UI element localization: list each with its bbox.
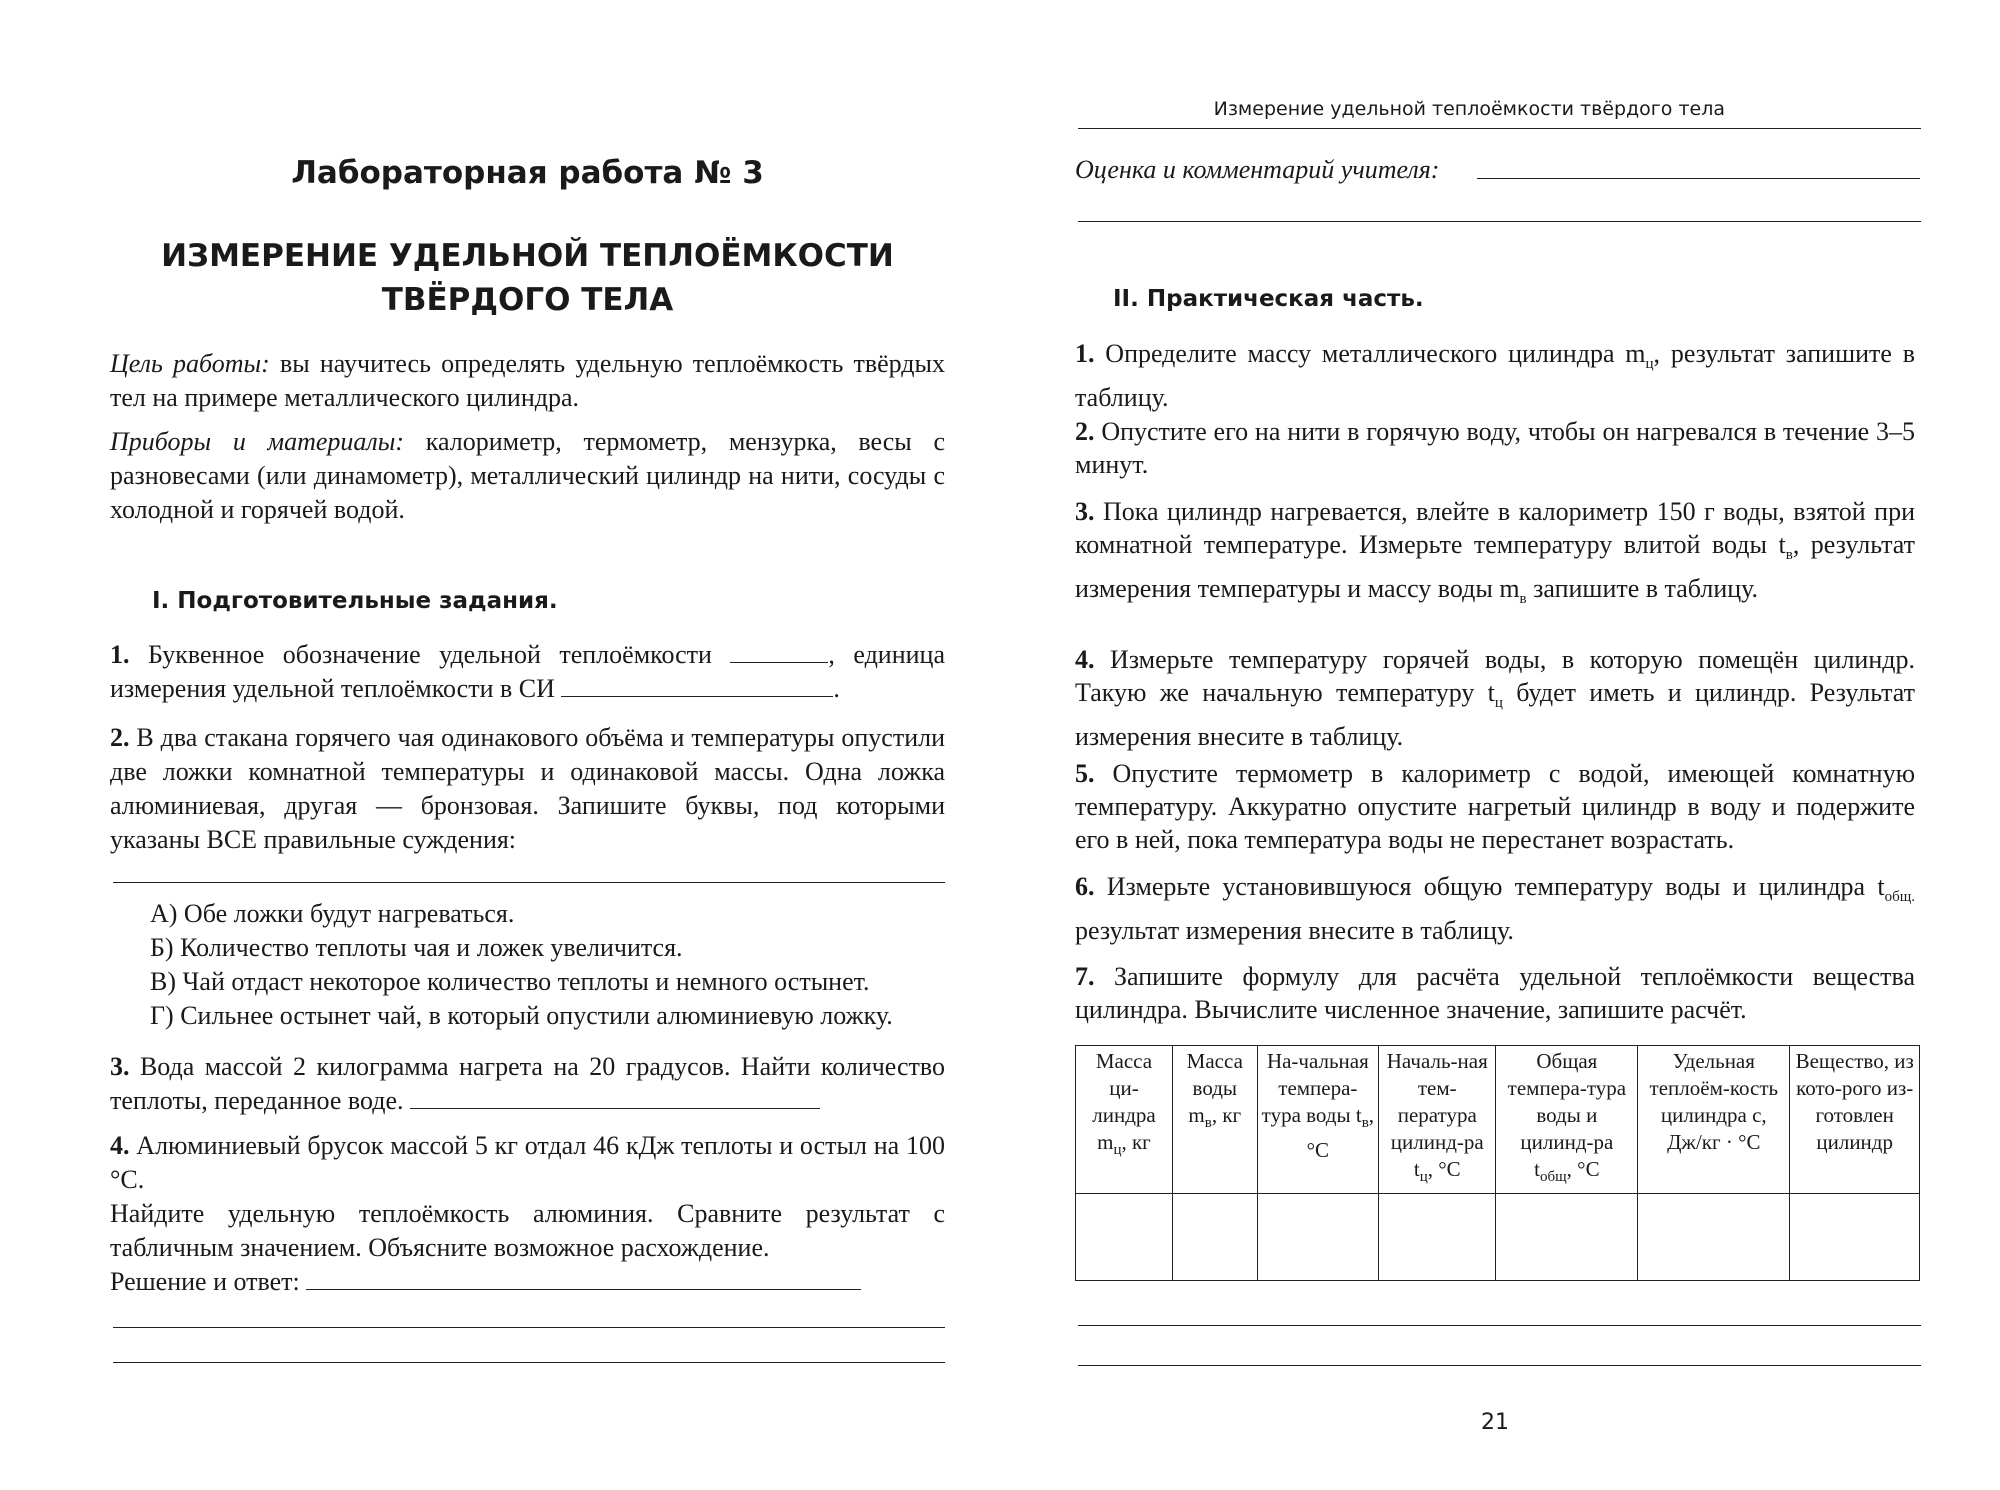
step-4-sub: ц	[1494, 695, 1503, 712]
step-5-text: Опустите термометр в калориметр с водой, имеющей комнатную температуру. Аккуратно опустите нагретый цилиндр в воду и подержите его в ней, пока температура воды не перестанет возрастать.	[1075, 759, 1915, 854]
step-3	[1075, 495, 1915, 616]
running-header: Измерение удельной теплоёмкости твёрдого тела	[1213, 98, 1725, 120]
step-3-text-c: запишите в таблицу.	[1526, 574, 1759, 604]
question-4	[110, 1129, 945, 1299]
step-6-sub: общ.	[1884, 889, 1915, 906]
step-1	[1075, 337, 1915, 414]
th-cylinder-initial-temp	[1379, 1046, 1496, 1194]
materials-text: калориметр, термометр, мензурка, весы с разновесами (или динамометр), металлический цилиндр на нити, сосуды с холодной и горячей водой.	[110, 427, 945, 524]
table-row	[1076, 1194, 1920, 1281]
step-2-number: 2.	[1075, 417, 1095, 446]
q4-answer-label: Решение и ответ:	[110, 1267, 307, 1296]
cell-specific-heat[interactable]	[1638, 1194, 1790, 1281]
goal-paragraph	[110, 347, 945, 415]
teacher-line-2[interactable]	[1078, 221, 1921, 222]
option-d: Г) Сильнее остынет чай, в который опустили алюминиевую ложку.	[150, 1001, 893, 1030]
right-page	[1075, 0, 1915, 1490]
th-water-initial-temp-unit: , °С	[1306, 1103, 1375, 1163]
cell-water-initial-temp[interactable]	[1257, 1194, 1378, 1281]
main-title	[110, 234, 945, 322]
step-1-text-a: Определите массу металлического цилиндра m	[1094, 339, 1646, 368]
lab-title: Лабораторная работа № 3	[291, 155, 764, 191]
materials-paragraph	[110, 425, 945, 527]
q2-number: 2.	[110, 723, 130, 752]
step-3-text-b: , результат измерения температуры и массу воды m	[1075, 530, 1915, 604]
q2-answer-line[interactable]	[113, 882, 945, 883]
teacher-comment	[1075, 153, 1915, 186]
th-water-mass-sub: в	[1204, 1115, 1212, 1132]
step-6	[1075, 870, 1915, 947]
th-specific-heat: Удельная теплоём-кость цилиндра c, Дж/кг · °С	[1638, 1046, 1790, 1194]
left-page	[110, 0, 945, 1490]
step-4-text-b: будет иметь и цилиндр. Результат измерения внесите в таблицу.	[1075, 678, 1915, 752]
section-practical: II. Практическая часть.	[1113, 286, 1424, 312]
step-6-number: 6.	[1075, 872, 1095, 901]
q1-text-c: .	[833, 674, 840, 703]
results-table	[1075, 1045, 1920, 1281]
cell-total-temp[interactable]	[1496, 1194, 1638, 1281]
q3-number: 3.	[110, 1052, 130, 1081]
q3-text: Вода массой 2 килограмма нагрета на 20 градусов. Найти количество теплоты, переданное воде.	[110, 1052, 945, 1115]
option-a: А) Обе ложки будут нагреваться.	[150, 899, 515, 928]
q4-extra-line-1[interactable]	[113, 1327, 945, 1328]
cell-substance[interactable]	[1790, 1194, 1920, 1281]
th-water-mass-unit: , кг	[1211, 1103, 1242, 1127]
question-1	[110, 638, 945, 706]
step-6-text-a: Измерьте установившуюся общую температуру воды и цилиндра t	[1094, 872, 1885, 901]
cell-water-mass[interactable]	[1172, 1194, 1257, 1281]
q4-extra-line-2[interactable]	[113, 1362, 945, 1363]
q1-answer-line-unit[interactable]	[561, 674, 833, 697]
th-water-initial-temp-sub: в	[1361, 1115, 1369, 1132]
th-water-initial-temp-text: На-чальная темпера-тура воды t	[1261, 1049, 1369, 1127]
step-2	[1075, 415, 1915, 481]
q2-text: В два стакана горячего чая одинакового объёма и температуры опустили две ложки комнатной температуры и одинаковой массы. Одна ложка алюминиевая, другая — бронзовая. Запишите буквы, под которыми указаны ВСЕ правильные суждения:	[110, 723, 945, 854]
step-3-sub-2: в	[1519, 591, 1527, 608]
step-3-sub: в	[1785, 547, 1793, 564]
th-cylinder-mass-text: Масса ци-линдра m	[1092, 1049, 1156, 1154]
step-7-number: 7.	[1075, 962, 1095, 991]
main-title-line-1: ИЗМЕРЕНИЕ УДЕЛЬНОЙ ТЕПЛОЁМКОСТИ	[161, 238, 894, 274]
teacher-label: Оценка и комментарий учителя:	[1075, 155, 1440, 184]
th-cylinder-initial-temp-unit: , °С	[1427, 1157, 1461, 1181]
th-substance: Вещество, из кото-рого из-готовлен цилиндр	[1790, 1046, 1920, 1194]
q4-answer-line[interactable]	[306, 1267, 861, 1290]
main-title-line-2: ТВЁРДОГО ТЕЛА	[381, 282, 674, 318]
option-b: Б) Количество теплоты чая и ложек увеличится.	[150, 933, 683, 962]
calc-line-2[interactable]	[1078, 1365, 1921, 1366]
section-preparatory: I. Подготовительные задания.	[152, 588, 558, 614]
header-rule	[1078, 128, 1921, 129]
step-1-number: 1.	[1075, 339, 1095, 368]
step-7	[1075, 960, 1915, 1026]
cell-cylinder-initial-temp[interactable]	[1379, 1194, 1496, 1281]
q2-options	[150, 897, 950, 1033]
th-water-mass-text: Масса воды m	[1186, 1049, 1243, 1127]
th-cylinder-mass-sub: ц	[1113, 1142, 1122, 1159]
step-4-text-a: Измерьте температуру горячей воды, в которую помещён цилиндр. Такую же начальную температуру t	[1075, 645, 1915, 707]
q4-number: 4.	[110, 1131, 130, 1160]
step-4	[1075, 643, 1915, 753]
th-cylinder-initial-temp-sub: ц	[1419, 1169, 1428, 1186]
step-3-number: 3.	[1075, 497, 1095, 526]
q1-text-b: , единица измерения удельной теплоёмкости в СИ	[110, 640, 946, 703]
step-1-sub: ц	[1645, 356, 1654, 373]
step-2-text: Опустите его на нити в горячую воду, чтобы он нагревался в течение 3–5 минут.	[1075, 417, 1915, 479]
th-water-initial-temp	[1257, 1046, 1378, 1194]
step-1-text-b: , результат запишите в таблицу.	[1075, 339, 1915, 413]
page-number: 21	[1481, 1410, 1509, 1435]
q1-answer-line-symbol[interactable]	[730, 640, 828, 663]
question-2	[110, 721, 945, 857]
th-cylinder-mass	[1076, 1046, 1173, 1194]
step-4-number: 4.	[1075, 645, 1095, 674]
goal-text: вы научитесь определять удельную теплоёмкость твёрдых тел на примере металлического цилиндра.	[110, 349, 946, 412]
q1-text-a: Буквенное обозначение удельной теплоёмкости	[129, 640, 731, 669]
th-total-temp-text: Общая темпера-тура воды и цилинд-ра t	[1507, 1049, 1627, 1181]
step-7-text: Запишите формулу для расчёта удельной теплоёмкости вещества цилиндра. Вычислите численное значение, запишите расчёт.	[1075, 962, 1915, 1024]
step-6-text-b: результат измерения внесите в таблицу.	[1075, 916, 1514, 946]
th-total-temp	[1496, 1046, 1638, 1194]
th-total-temp-unit: , °С	[1566, 1157, 1600, 1181]
step-5	[1075, 757, 1915, 856]
th-cylinder-mass-unit: , кг	[1121, 1130, 1151, 1154]
step-5-number: 5.	[1075, 759, 1095, 788]
q1-number: 1.	[110, 640, 130, 669]
step-3-text-a: Пока цилиндр нагревается, влейте в калориметр 150 г воды, взятой при комнатной температуре. Измерьте температуру влитой воды t	[1075, 497, 1915, 559]
th-water-mass	[1172, 1046, 1257, 1194]
question-3	[110, 1050, 945, 1118]
calc-line-1[interactable]	[1078, 1325, 1921, 1326]
materials-label: Приборы и материалы:	[110, 427, 405, 456]
q4-text: Алюминиевый брусок массой 5 кг отдал 46 кДж теплоты и остыл на 100 °С.	[110, 1131, 945, 1194]
q3-answer-line[interactable]	[410, 1086, 820, 1109]
th-total-temp-sub: общ	[1539, 1169, 1567, 1186]
table-header-row	[1076, 1046, 1920, 1194]
q4-text-2: Найдите удельную теплоёмкость алюминия. Сравните результат с табличным значением. Объясните возможное расхождение.	[110, 1199, 945, 1262]
teacher-line-1[interactable]	[1477, 178, 1920, 179]
cell-cylinder-mass[interactable]	[1076, 1194, 1173, 1281]
option-c: В) Чай отдаст некоторое количество теплоты и немного остынет.	[150, 967, 870, 996]
goal-label: Цель работы:	[110, 349, 270, 378]
th-cylinder-initial-temp-text: Началь-ная тем-пература цилинд-ра t	[1386, 1049, 1488, 1181]
